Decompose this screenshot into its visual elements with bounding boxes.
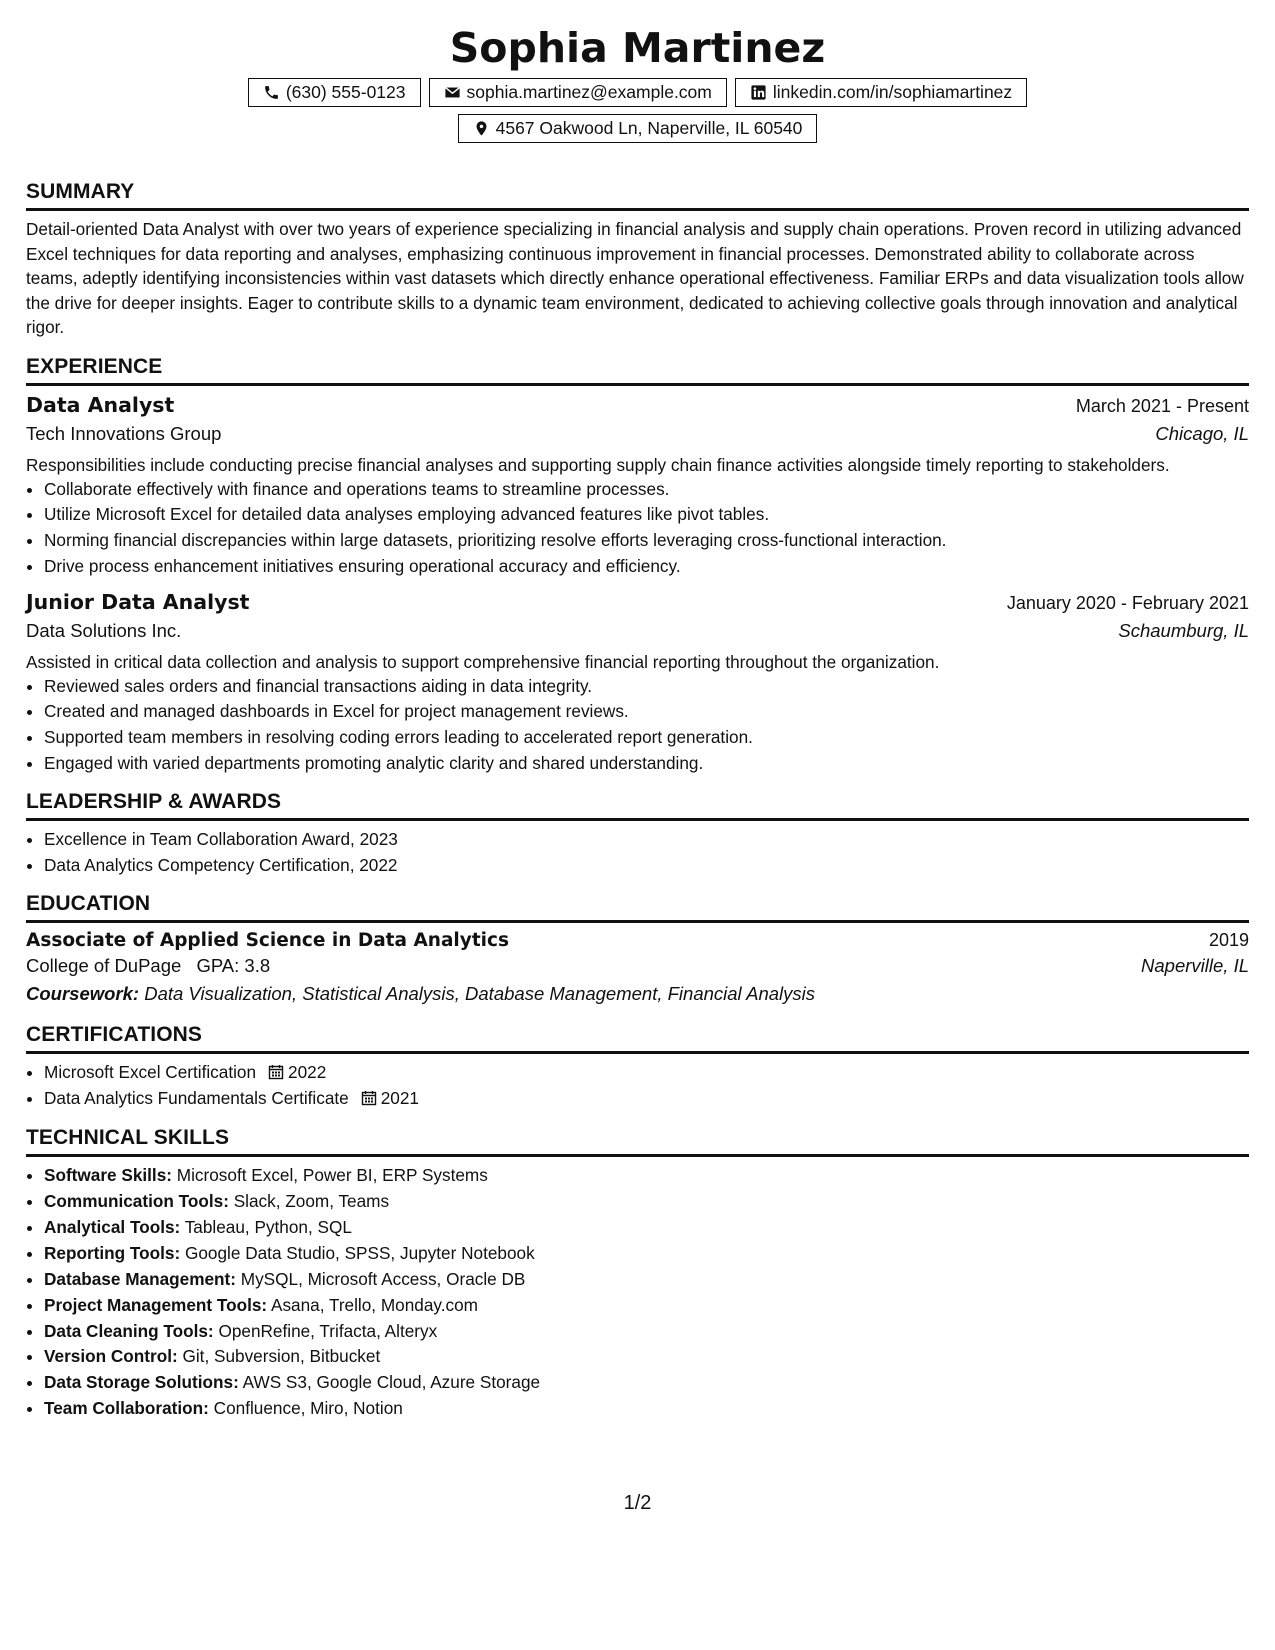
calendar-icon xyxy=(268,1064,284,1080)
skill-value: OpenRefine, Trifacta, Alteryx xyxy=(218,1320,438,1341)
list-item xyxy=(44,1396,1249,1422)
contact-row xyxy=(26,78,1249,107)
skill-value: Asana, Trello, Monday.com xyxy=(270,1294,478,1315)
phone-icon xyxy=(263,84,280,101)
list-item xyxy=(44,1189,1249,1215)
envelope-icon xyxy=(444,84,461,101)
skill-value: Git, Subversion, Bitbucket xyxy=(182,1346,381,1367)
gpa: GPA: 3.8 xyxy=(196,955,271,977)
calendar-icon xyxy=(361,1090,377,1106)
list-item xyxy=(44,1086,1249,1112)
skill-label: Data Cleaning Tools: xyxy=(44,1320,214,1341)
coursework-label: Coursework: xyxy=(26,983,140,1005)
job-description: Responsibilities include conducting precise financial analyses and supporting supply chain finance activities alongside timely reporting to stakeholders. xyxy=(26,454,1170,475)
skill-value: Microsoft Excel, Power BI, ERP Systems xyxy=(176,1165,488,1186)
skill-label: Database Management: xyxy=(44,1268,236,1289)
cert-year: 2021 xyxy=(380,1088,419,1109)
skill-value: Slack, Zoom, Teams xyxy=(233,1190,390,1211)
list-item: • Engaged with varied departments promoting analytic clarity and shared understanding. xyxy=(44,751,1249,777)
list-item: • Reviewed sales orders and financial transactions aiding in data integrity. xyxy=(44,674,1249,700)
list-item xyxy=(44,1370,1249,1396)
map-pin-icon xyxy=(473,120,490,137)
cert-year: 2022 xyxy=(288,1062,327,1083)
experience-section xyxy=(26,355,1249,777)
skills-list xyxy=(26,1163,1249,1422)
section-title: SUMMARY xyxy=(26,180,1249,211)
section-title: EXPERIENCE xyxy=(26,355,1249,386)
linkedin-icon xyxy=(750,84,767,101)
list-item: • Norming financial discrepancies within large datasets, prioritizing resolve efforts leveraging cross-functional interaction. xyxy=(44,528,1249,554)
list-item: • Collaborate effectively with finance and operations teams to streamline processes. xyxy=(44,477,1249,503)
job-entry xyxy=(26,590,1249,777)
skill-value: Tableau, Python, SQL xyxy=(184,1216,352,1237)
list-item: • Drive process enhancement initiatives ensuring operational accuracy and efficiency. xyxy=(44,554,1249,580)
degree-title: Associate of Applied Science in Data Analytics xyxy=(26,930,509,952)
skill-value: MySQL, Microsoft Access, Oracle DB xyxy=(240,1268,526,1289)
job-location: Chicago, IL xyxy=(1155,422,1249,444)
list-item: • Data Analytics Competency Certification, 2022 xyxy=(44,853,1249,879)
skills-section xyxy=(26,1126,1249,1422)
list-item xyxy=(44,1267,1249,1293)
list-item xyxy=(44,1215,1249,1241)
cert-name: Data Analytics Fundamentals Certificate xyxy=(44,1088,349,1109)
skill-label: Version Control: xyxy=(44,1346,178,1367)
education-section xyxy=(26,892,1249,1005)
phone-chip[interactable] xyxy=(248,78,421,107)
section-title: CERTIFICATIONS xyxy=(26,1023,1249,1054)
skill-label: Team Collaboration: xyxy=(44,1398,209,1419)
coursework-text: Data Visualization, Statistical Analysis, Database Management, Financial Analysis xyxy=(144,983,816,1005)
leadership-list xyxy=(26,827,1249,879)
address-text: 4567 Oakwood Ln, Naperville, IL 60540 xyxy=(495,118,803,138)
skill-label: Reporting Tools: xyxy=(44,1242,181,1263)
company-name: Tech Innovations Group xyxy=(26,422,222,444)
skill-label: Software Skills: xyxy=(44,1165,172,1186)
section-title: LEADERSHIP & AWARDS xyxy=(26,790,1249,821)
section-title: EDUCATION xyxy=(26,892,1249,923)
list-item xyxy=(44,1060,1249,1086)
phone-text: (630) 555-0123 xyxy=(285,82,406,102)
list-item: • Utilize Microsoft Excel for detailed data analyses employing advanced features like pivot tables. xyxy=(44,502,1249,528)
job-dates: January 2020 - February 2021 xyxy=(1006,592,1249,613)
address-chip[interactable] xyxy=(458,114,818,143)
cert-name: Microsoft Excel Certification xyxy=(44,1062,257,1083)
job-bullets xyxy=(26,477,1249,580)
page-number: 1/2 xyxy=(623,1492,652,1514)
skill-value: Google Data Studio, SPSS, Jupyter Notebook xyxy=(185,1242,535,1263)
job-location: Schaumburg, IL xyxy=(1118,619,1249,641)
email-chip[interactable] xyxy=(429,78,727,107)
list-item: • Supported team members in resolving coding errors leading to accelerated report generation. xyxy=(44,725,1249,751)
section-title: TECHNICAL SKILLS xyxy=(26,1126,1249,1157)
school-location: Naperville, IL xyxy=(1141,955,1249,977)
list-item xyxy=(44,1241,1249,1267)
email-text: sophia.martinez@example.com xyxy=(466,82,712,102)
job-dates: March 2021 - Present xyxy=(1075,395,1249,416)
address-row xyxy=(26,114,1249,143)
list-item xyxy=(44,1163,1249,1189)
job-description: Assisted in critical data collection and analysis to support comprehensive financial reporting throughout the organization. xyxy=(26,651,940,672)
skill-label: Communication Tools: xyxy=(44,1190,229,1211)
school-name: College of DuPage xyxy=(26,955,182,977)
job-title: Junior Data Analyst xyxy=(26,589,250,614)
list-item xyxy=(44,1319,1249,1345)
company-name: Data Solutions Inc. xyxy=(26,619,182,641)
coursework-line xyxy=(26,983,1249,1005)
skill-label: Project Management Tools: xyxy=(44,1294,268,1315)
linkedin-text: linkedin.com/in/sophiamartinez xyxy=(772,82,1013,102)
skill-value: Confluence, Miro, Notion xyxy=(213,1398,403,1419)
list-item: • Created and managed dashboards in Excel for project management reviews. xyxy=(44,699,1249,725)
summary-text: Detail-oriented Data Analyst with over two years of experience specializing in financial analysis and supply chain operations. Proven record in utilizing advanced Excel techniques for data reporting and analyses, emphasizing continuous improvement in financial processes. Demonstrated ability to collaborate across teams, adeptly identifying inconsistencies within vast datasets which directly enhance operational effectiveness. Familiar ERPs and data visualization tools allow the drive for deeper insights. Eager to contribute skills to a dynamic team environment, dedicated to achieving collective goals through innovation and analytical rigor. xyxy=(26,219,1244,337)
linkedin-chip[interactable] xyxy=(735,78,1027,107)
leadership-section xyxy=(26,790,1249,879)
job-entry xyxy=(26,393,1249,580)
certifications-section xyxy=(26,1023,1249,1112)
graduation-year: 2019 xyxy=(1208,930,1249,951)
list-item xyxy=(44,1344,1249,1370)
skill-value: AWS S3, Google Cloud, Azure Storage xyxy=(242,1372,541,1393)
skill-label: Data Storage Solutions: xyxy=(44,1372,239,1393)
list-item xyxy=(44,1293,1249,1319)
summary-section xyxy=(26,180,1249,340)
job-title: Data Analyst xyxy=(26,392,175,417)
skill-label: Analytical Tools: xyxy=(44,1216,181,1237)
job-bullets xyxy=(26,674,1249,777)
certifications-list xyxy=(26,1060,1249,1112)
list-item: • Excellence in Team Collaboration Award, 2023 xyxy=(44,827,1249,853)
candidate-name: Sophia Martinez xyxy=(449,24,826,72)
